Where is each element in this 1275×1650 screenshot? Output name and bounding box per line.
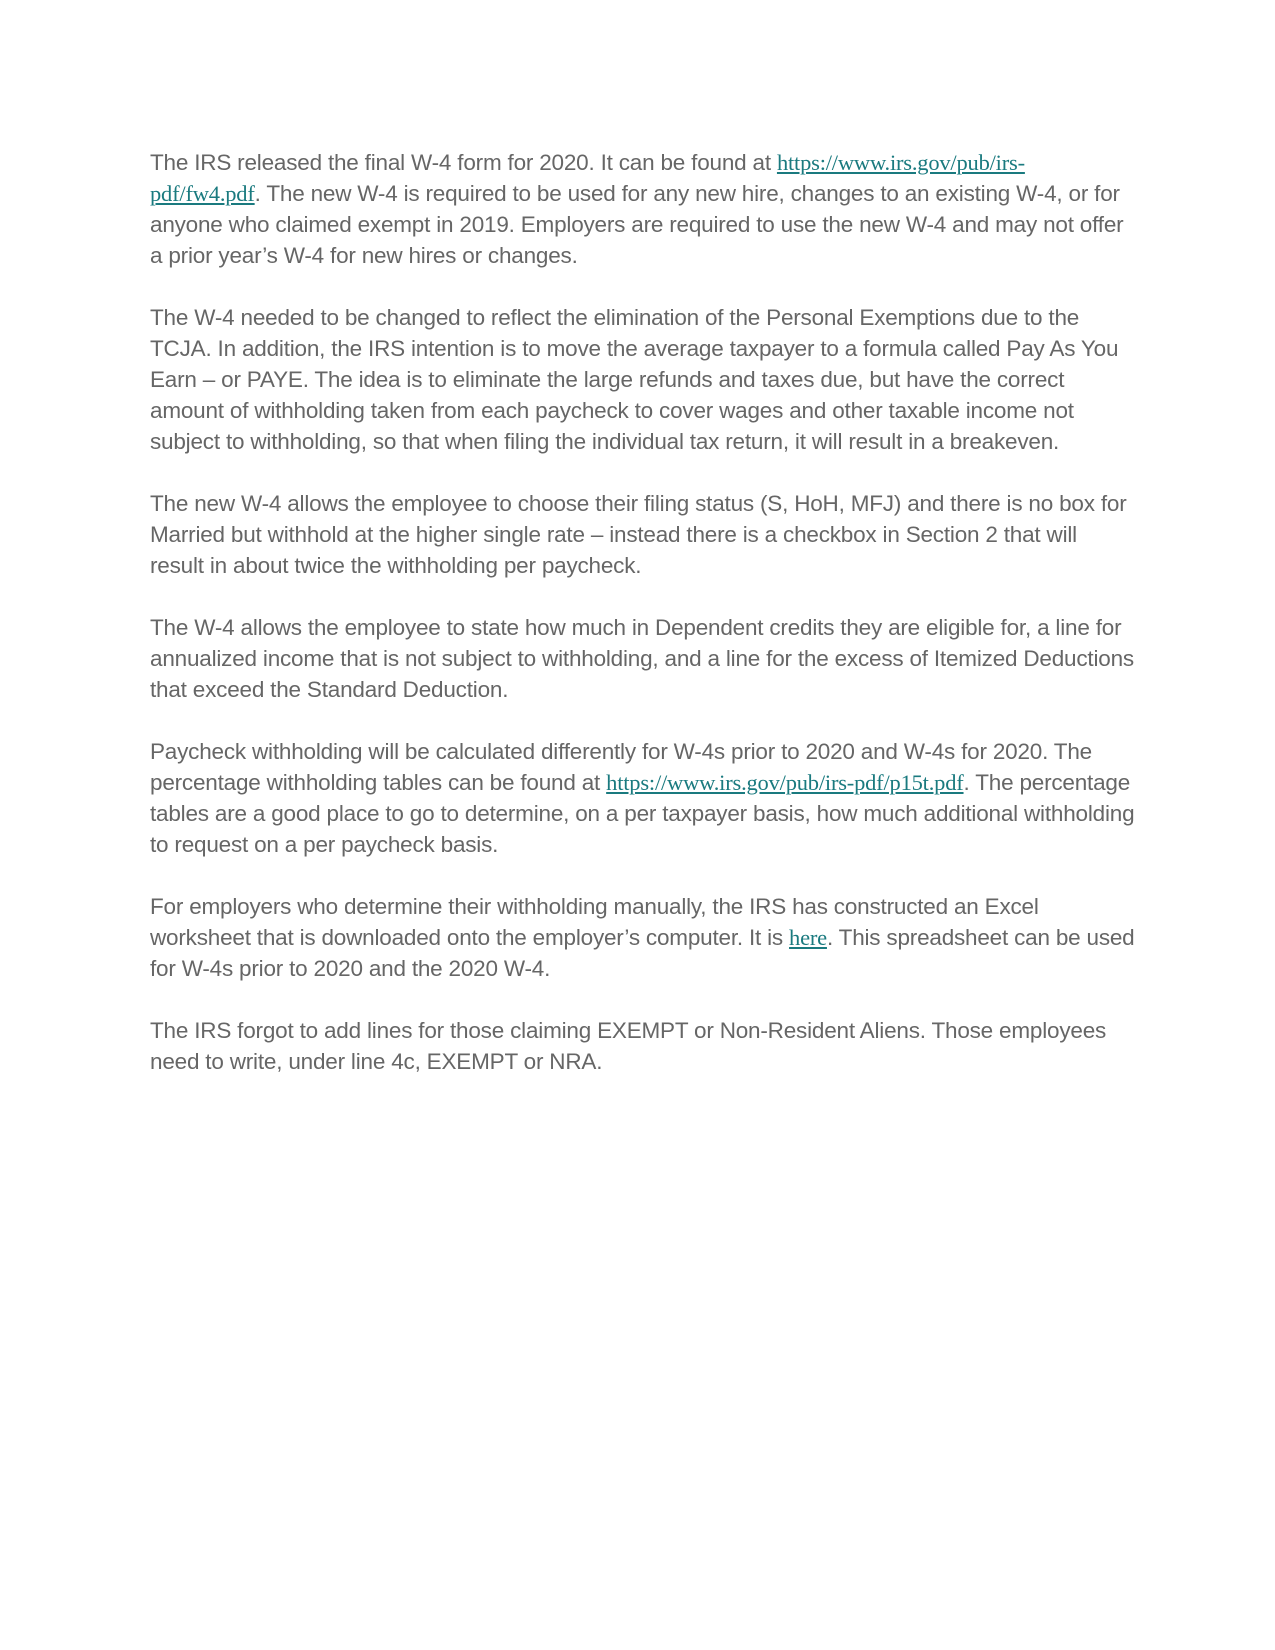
p15t-link[interactable]: https://www.irs.gov/pub/irs-pdf/p15t.pdf bbox=[606, 770, 964, 795]
text: The IRS released the final W-4 form for 2020. It can be found at bbox=[150, 150, 777, 175]
text: . This spreadsheet can be used for W-4s prior to 2020 and the 2020 W-4. bbox=[150, 925, 1135, 981]
paragraph-dependent-credits: The W-4 allows the employee to state how much in Dependent credits they are eligible for, a line for annualized income that is not subject to withholding, and a line for the excess of Itemized Deductions that exceed the Standard Deduction. bbox=[150, 615, 1134, 702]
text: Paycheck withholding will be calculated differently for W-4s prior to 2020 and W-4s for 2020. The percentage withholding tables can be found at bbox=[150, 739, 1092, 795]
paragraph-tcja: The W-4 needed to be changed to reflect the elimination of the Personal Exemptions due to the TCJA. In addition, the IRS intention is to move the average taxpayer to a formula called Pay As You Earn – or PAYE. The idea is to eliminate the large refunds and taxes due, but have the correct amount of withholding taken from each paycheck to cover wages and other taxable income not subject to withholding, so that when filing the individual tax return, it will result in a breakeven. bbox=[150, 305, 1119, 454]
paragraph-w4-release bbox=[150, 147, 1135, 271]
document-body bbox=[150, 147, 1135, 1108]
text: . The percentage tables are a good place to go to determine, on a per taxpayer basis, how much additional withholding to request on a per paycheck basis. bbox=[150, 770, 1135, 857]
paragraph-withholding-tables bbox=[150, 736, 1135, 860]
paragraph-filing-status: The new W-4 allows the employee to choose their filing status (S, HoH, MFJ) and there is no box for Married but withhold at the higher single rate – instead there is a checkbox in Section 2 that will result in about twice the withholding per paycheck. bbox=[150, 491, 1127, 578]
paragraph-excel-worksheet bbox=[150, 891, 1135, 984]
text: For employers who determine their withholding manually, the IRS has constructed an Excel worksheet that is downloaded onto the employer’s computer. It is bbox=[150, 894, 1039, 950]
paragraph-exempt-nra: The IRS forgot to add lines for those claiming EXEMPT or Non-Resident Aliens. Those employees need to write, under line 4c, EXEMPT or NRA. bbox=[150, 1018, 1107, 1074]
fw4-link[interactable]: https://www.irs.gov/pub/irs-pdf/fw4.pdf bbox=[150, 150, 1025, 206]
text: . The new W-4 is required to be used for any new hire, changes to an existing W-4, or for anyone who claimed exempt in 2019. Employers are required to use the new W-4 and may not offer a prior year’s W-4 for new hires or changes. bbox=[150, 181, 1124, 268]
here-link[interactable]: here bbox=[789, 925, 827, 950]
